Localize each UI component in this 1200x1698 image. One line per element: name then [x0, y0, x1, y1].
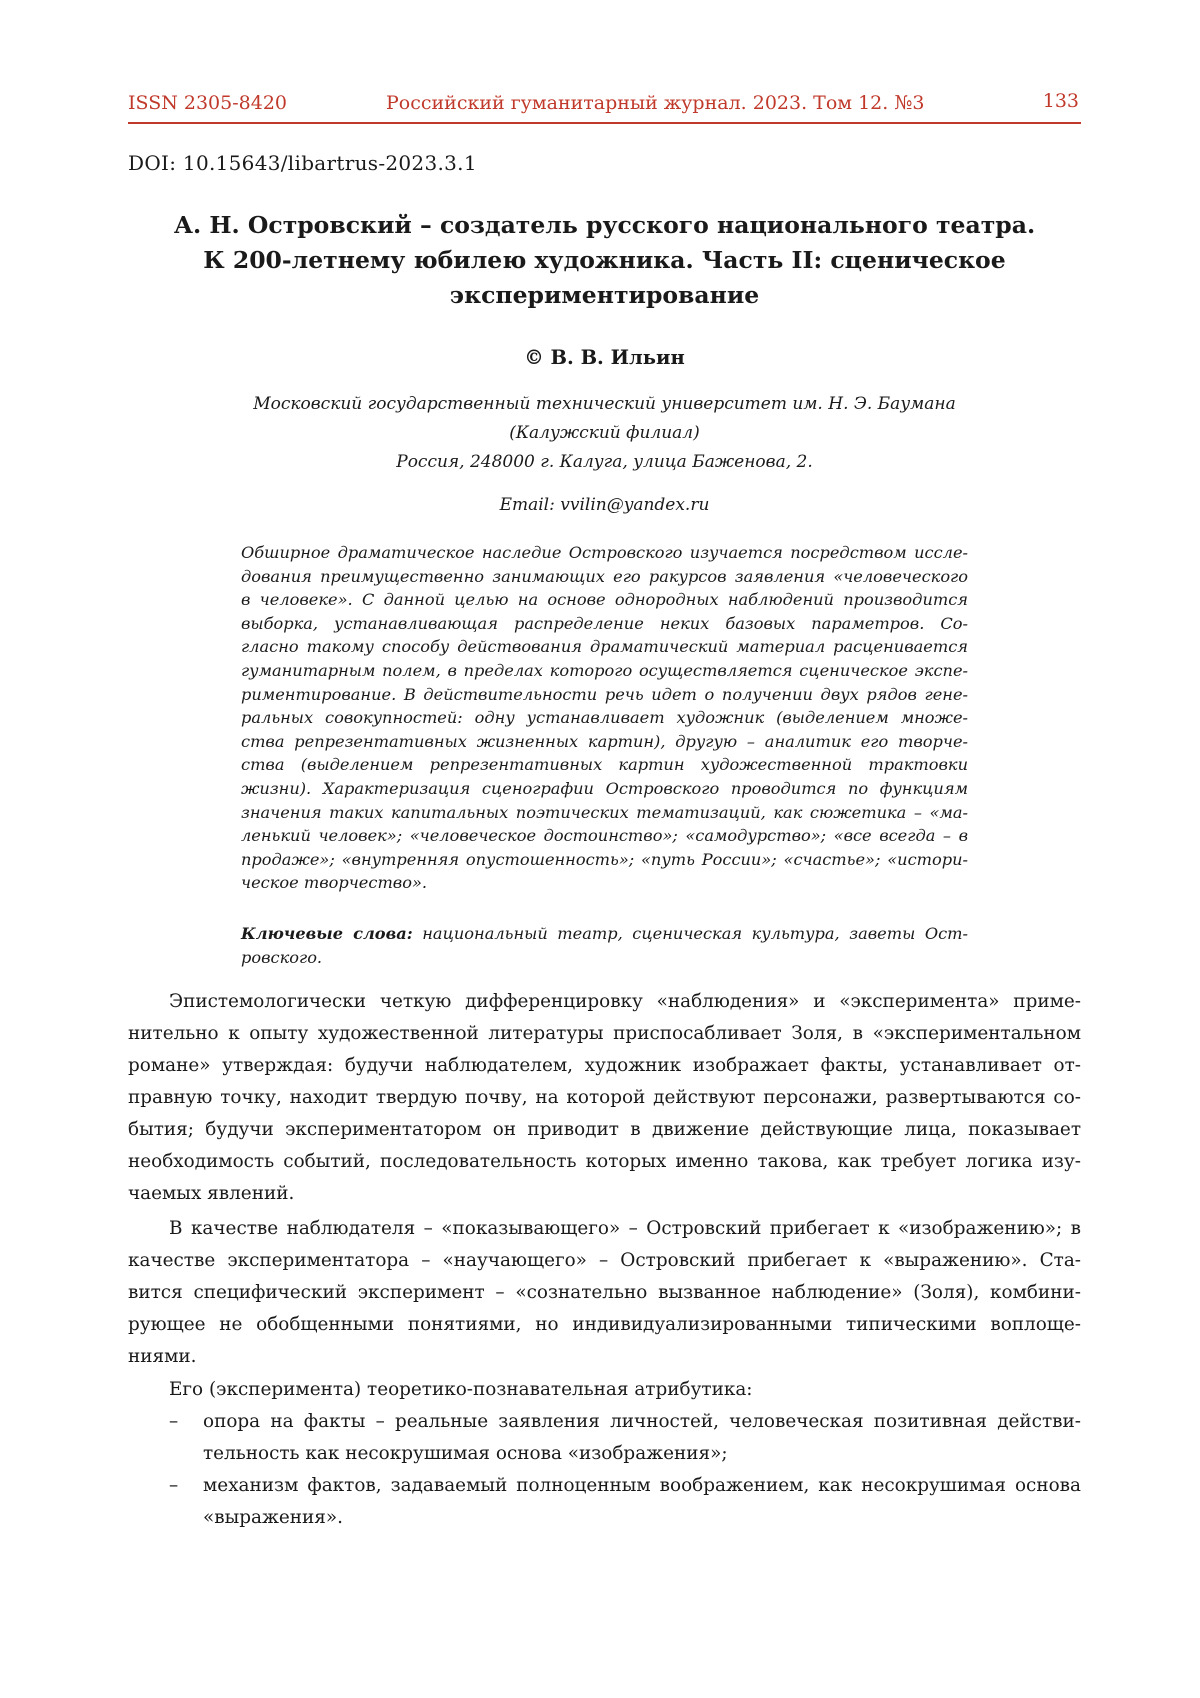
- keywords-label: Ключевые слова:: [241, 924, 413, 943]
- keywords-line: [241, 922, 968, 946]
- title-line: экспериментирование: [128, 278, 1081, 313]
- list-dash: –: [169, 1406, 178, 1438]
- affiliation-line: Московский государственный технический университет им. Н. Э. Баумана: [128, 390, 1081, 419]
- body-line: бытия; будучи экспериментатором он приводит в движение действующие лица, показывает: [128, 1114, 1081, 1146]
- abstract-line: выборка, устанавливающая распределение неких базовых параметров. Со-: [241, 612, 968, 636]
- affiliation-line: (Калужский филиал): [128, 419, 1081, 448]
- attribute-list-item: [128, 1406, 1081, 1470]
- abstract-line: продаже»; «внутренняя опустошенность»; «путь России»; «счастье»; «истори-: [241, 848, 968, 872]
- body-line: правную точку, находит твердую почву, на которой действуют персонажи, развертываются со-: [128, 1082, 1081, 1114]
- abstract-line: ства репрезентативных жизненных картин), другую – аналитик его творче-: [241, 730, 968, 754]
- list-item-line: тельность как несокрушимая основа «изображения»;: [203, 1438, 1081, 1470]
- list-item-line: «выражения».: [203, 1502, 1081, 1534]
- running-header: [128, 88, 1081, 124]
- abstract-line: значения таких капитальных поэтических тематизаций, как сюжетика – «ма-: [241, 801, 968, 825]
- page-number: 133: [1043, 90, 1079, 112]
- abstract-line: ческое творчество».: [241, 871, 968, 895]
- abstract-line: гласно такому способу действования драматический материал расценивается: [241, 635, 968, 659]
- abstract-line: гуманитарным полем, в пределах которого осуществляется сценическое экспе-: [241, 659, 968, 683]
- body-line: Эпистемологически четкую дифференцировку «наблюдения» и «эксперимента» приме-: [128, 986, 1081, 1018]
- journal-title: Российский гуманитарный журнал. 2023. Том 12. №3: [386, 92, 924, 114]
- keywords-text: национальный театр, сценическая культура, заветы Ост-: [413, 924, 968, 943]
- body-line: нительно к опыту художественной литературы приспосабливает Золя, в «экспериментальном: [128, 1018, 1081, 1050]
- abstract: [241, 541, 968, 895]
- body-paragraph-3: [128, 1374, 1081, 1406]
- list-item-line: опора на факты – реальные заявления личностей, человеческая позитивная действи-: [203, 1406, 1081, 1438]
- attribute-list-item: [128, 1470, 1081, 1534]
- body-paragraph-1: [128, 986, 1081, 1210]
- abstract-line: риментирование. В действительности речь идет о получении двух рядов гене-: [241, 683, 968, 707]
- keywords-line: ровского.: [241, 946, 968, 970]
- affiliation-line: Россия, 248000 г. Калуга, улица Баженова, 2.: [128, 448, 1081, 477]
- body-line: романе» утверждая: будучи наблюдателем, художник изображает факты, устанавливает от-: [128, 1050, 1081, 1082]
- author: © В. В. Ильин: [128, 346, 1081, 369]
- title-line: К 200-летнему юбилею художника. Часть II: сценическое: [128, 243, 1081, 278]
- abstract-line: ства (выделением репрезентативных картин художественной трактовки: [241, 753, 968, 777]
- doi[interactable]: DOI: 10.15643/libartrus-2023.3.1: [128, 151, 477, 175]
- abstract-line: ральных совокупностей: одну устанавливает художник (выделением множе-: [241, 706, 968, 730]
- body-paragraph-2: [128, 1213, 1081, 1373]
- body-line: качестве экспериментатора – «научающего» – Островский прибегает к «выражению». Ста-: [128, 1245, 1081, 1277]
- body-line: ниями.: [128, 1341, 1081, 1373]
- affiliation: [128, 390, 1081, 477]
- abstract-line: в человеке». С данной целью на основе однородных наблюдений производится: [241, 588, 968, 612]
- author-email[interactable]: Email: vvilin@yandex.ru: [128, 495, 1081, 515]
- title-line: А. Н. Островский – создатель русского национального театра.: [128, 208, 1081, 243]
- body-line: В качестве наблюдателя – «показывающего» – Островский прибегает к «изображению»; в: [128, 1213, 1081, 1245]
- abstract-line: жизни). Характеризация сценографии Островского проводится по функциям: [241, 777, 968, 801]
- abstract-line: Обширное драматическое наследие Островского изучается посредством иссле-: [241, 541, 968, 565]
- keywords: [241, 922, 968, 970]
- list-dash: –: [169, 1470, 178, 1502]
- list-item-line: механизм фактов, задаваемый полноценным воображением, как несокрушимая основа: [203, 1470, 1081, 1502]
- body-line: вится специфический эксперимент – «сознательно вызванное наблюдение» (Золя), комбини-: [128, 1277, 1081, 1309]
- issn: ISSN 2305-8420: [128, 92, 287, 114]
- abstract-line: ленький человек»; «человеческое достоинство»; «самодурство»; «все всегда – в: [241, 824, 968, 848]
- body-line: чаемых явлений.: [128, 1178, 1081, 1210]
- body-line: рующее не обобщенными понятиями, но индивидуализированными типическими воплоще-: [128, 1309, 1081, 1341]
- body-line: Его (эксперимента) теоретико-познавательная атрибутика:: [128, 1374, 1081, 1406]
- article-title: [128, 208, 1081, 313]
- body-line: необходимость событий, последовательность которых именно такова, как требует логика изу-: [128, 1146, 1081, 1178]
- abstract-line: дования преимущественно занимающих его ракурсов заявления «человеческого: [241, 565, 968, 589]
